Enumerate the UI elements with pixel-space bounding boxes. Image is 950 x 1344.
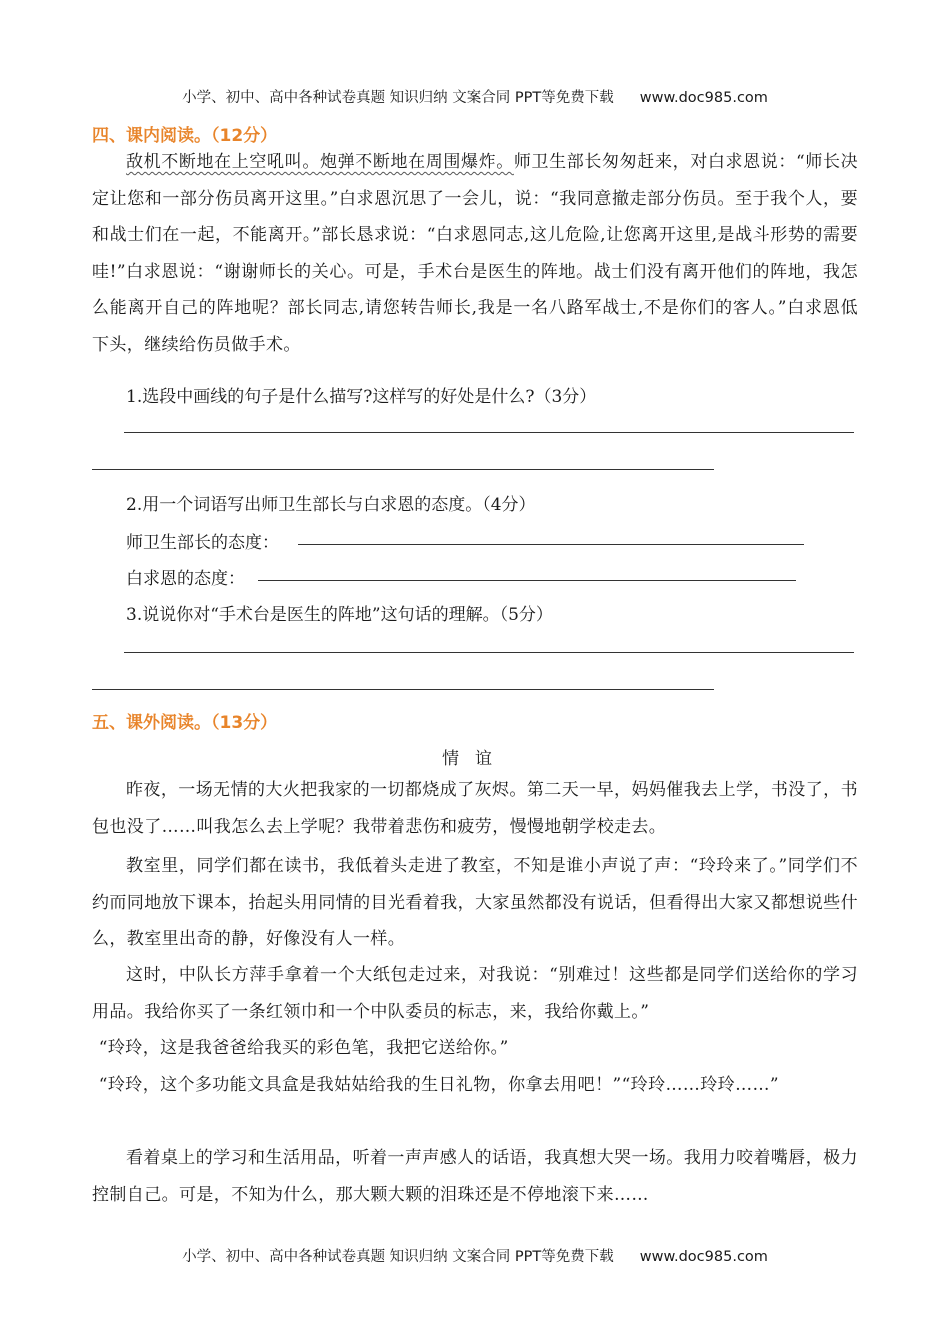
header-text: 小学、初中、高中各种试卷真题 知识归纳 文案合同 PPT等免费下载 xyxy=(182,90,614,106)
story-paragraph-4: “玲玲，这是我爸爸给我买的彩色笔，我把它送给你。” xyxy=(98,1038,509,1058)
answer-line-1a[interactable] xyxy=(124,432,854,433)
question-3: 3.说说你对“手术台是医生的阵地”这句话的理解。（5分） xyxy=(126,605,553,625)
question-2: 2.用一个词语写出师卫生部长与白求恩的态度。（4分） xyxy=(126,495,536,515)
footer-text: 小学、初中、高中各种试卷真题 知识归纳 文案合同 PPT等免费下载 xyxy=(182,1249,614,1265)
q2-minister-label: 师卫生部长的态度： xyxy=(126,533,279,553)
page-header xyxy=(0,86,950,107)
answer-line-1b[interactable] xyxy=(92,469,714,470)
story-paragraph-3: 这时，中队长方萍手拿着一个大纸包走过来，对我说：“别难过！这些都是同学们送给你的学习用品。我给你买了一条红领巾和一个中队委员的标志，来，我给你戴上。” xyxy=(92,965,858,1022)
story-paragraph-6: 看着桌上的学习和生活用品，听着一声声感人的话语，我真想大哭一场。我用力咬着嘴唇，极力控制自己。可是，不知为什么，那大颗大颗的泪珠还是不停地滚下来…… xyxy=(92,1148,858,1205)
question-1: 1.选段中画线的句子是什么描写?这样写的好处是什么?（3分） xyxy=(126,387,597,407)
section-4-title: 四、课内阅读。（12分） xyxy=(92,126,278,146)
header-url[interactable]: www.doc985.com xyxy=(639,90,768,106)
story-paragraph-1: 昨夜，一场无情的大火把我家的一切都烧成了灰烬。第二天一早，妈妈催我去上学，书没了，书包也没了……叫我怎么去上学呢？我带着悲伤和疲劳，慢慢地朝学校走去。 xyxy=(92,780,858,837)
footer-url[interactable]: www.doc985.com xyxy=(639,1249,768,1265)
underlined-sentence: 敌机不断地在上空吼叫。炮弹不断地在周围爆炸。 xyxy=(126,152,514,172)
story-paragraph-2: 教室里，同学们都在读书，我低着头走进了教室，不知是谁小声说了声：“玲玲来了。”同学们不约而同地放下课本，抬起头用同情的目光看着我，大家虽然都没有说话，但看得出大家又都想说些什么，教室里出奇的静，好像没有人一样。 xyxy=(92,856,858,949)
answer-line-3a[interactable] xyxy=(124,652,854,653)
story-paragraph-5: “玲玲，这个多功能文具盒是我姑姑给我的生日礼物，你拿去用吧！”“玲玲……玲玲……” xyxy=(98,1075,779,1095)
story-title: 情谊 xyxy=(442,749,508,769)
page-footer xyxy=(0,1245,950,1266)
answer-line-3b[interactable] xyxy=(92,689,714,690)
q2-bethune-answer-line[interactable] xyxy=(258,580,796,581)
passage-text: 师卫生部长匆匆赶来，对白求恩说：“师长决定让您和一部分伤员离开这里。”白求恩沉思了一会儿，说：“我同意撤走部分伤员。至于我个人，要和战士们在一起，不能离开。”部长恳求说：“白求恩同志,这儿危险,让您离开这里,是战斗形势的需要哇!”白求恩说：“谢谢师长的关心。可是，手术台是医生的阵地。战士们没有离开他们的阵地，我怎么能离开自己的阵地呢？部长同志,请您转告师长,我是一名八路军战士,不是你们的客人。”白求恩低下头，继续给伤员做手术。 xyxy=(92,152,858,355)
section-4-passage xyxy=(92,144,858,363)
q2-bethune-label: 白求恩的态度： xyxy=(126,569,245,589)
q2-minister-answer-line[interactable] xyxy=(298,544,804,545)
section-5-title: 五、课外阅读。（13分） xyxy=(92,713,278,733)
